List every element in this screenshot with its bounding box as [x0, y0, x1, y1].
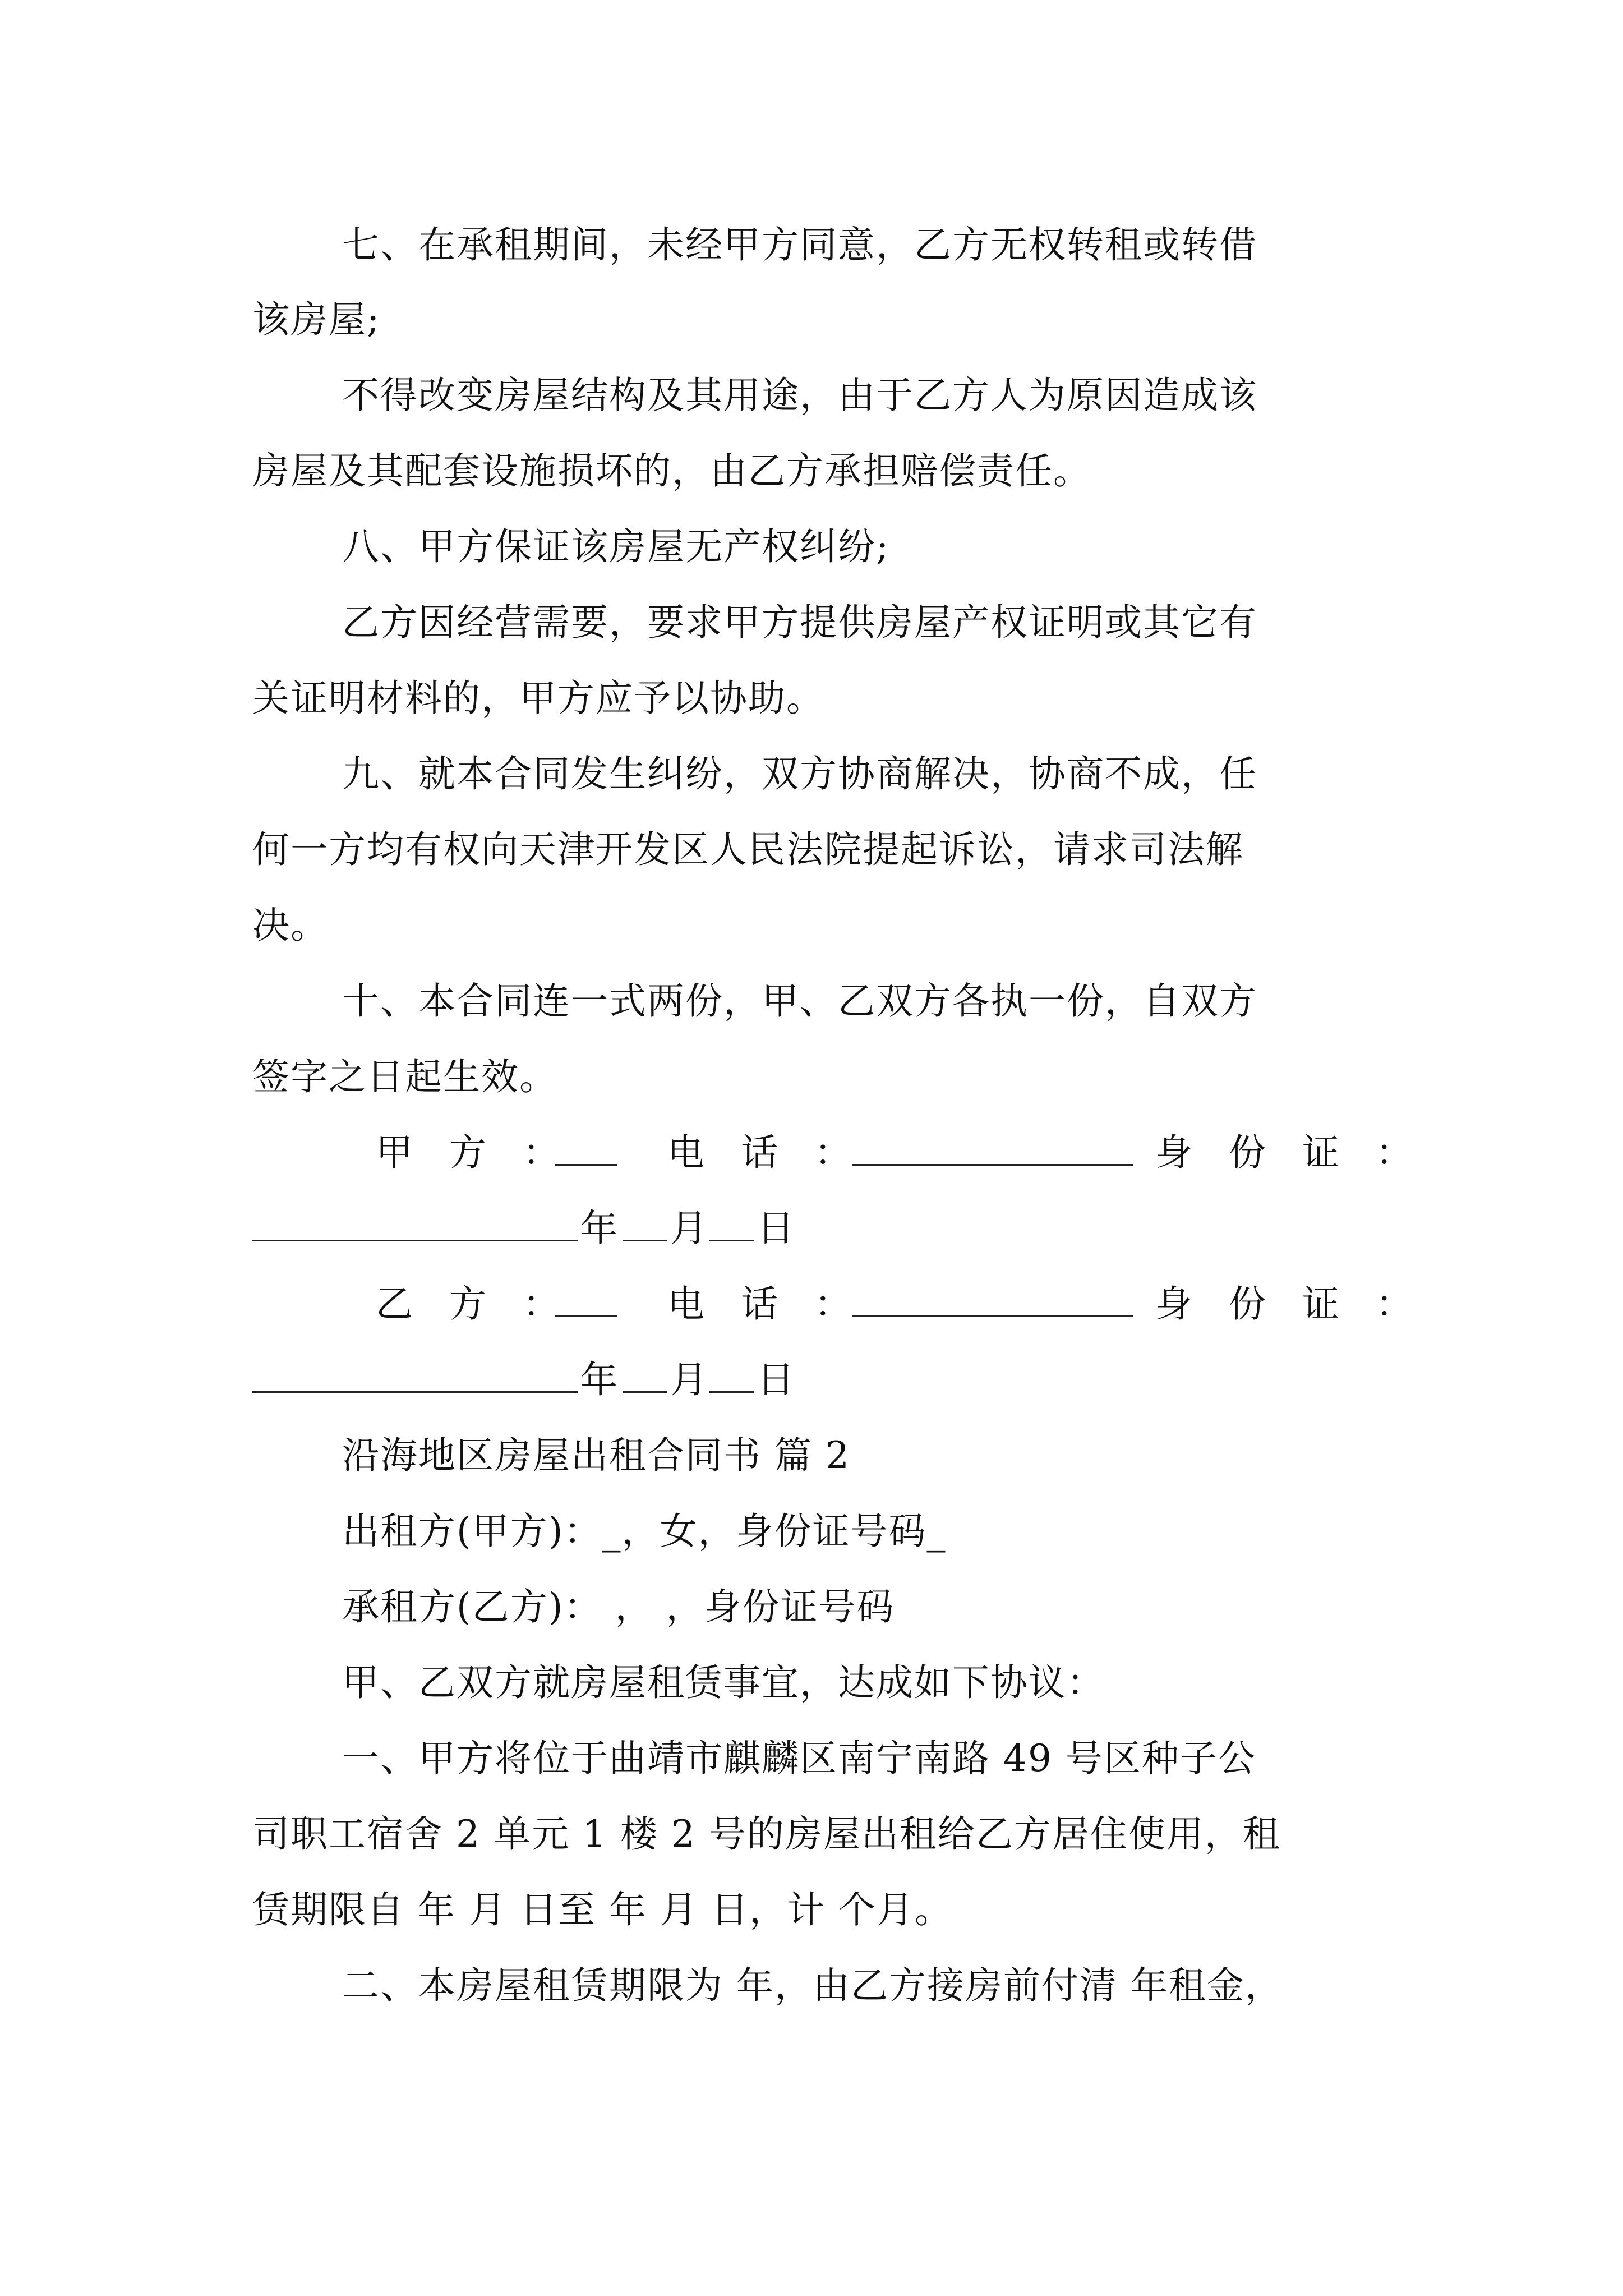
- clause-1-line-2: 司职工宿舍 2 单元 1 楼 2 号的房屋出租给乙方居住使用，租: [252, 1812, 1281, 1856]
- clause-8-line-1: 八、甲方保证该房屋无产权纠纷;: [342, 525, 890, 568]
- clause-10-line-2: 签字之日起生效。: [252, 1055, 557, 1098]
- party-b-phone-label: 电 话 ：: [667, 1282, 864, 1326]
- clause-8b-line-2: 关证明材料的，甲方应予以协助。: [252, 677, 824, 720]
- party-a-label: 甲 方 ：: [376, 1131, 572, 1174]
- clause-1-line-3: 赁期限自 年 月 日至 年 月 日，计 个月。: [252, 1888, 953, 1931]
- clause-7-line-1: 七、在承租期间，未经甲方同意，乙方无权转租或转借: [342, 223, 1257, 266]
- lessee-line: 承租方(乙方)： ， ，身份证号码: [342, 1585, 895, 1628]
- party-a-phone-blank[interactable]: [852, 1130, 1133, 1166]
- clause-1-line-1: 一、甲方将位于曲靖市麒麟区南宁南路 49 号区种子公: [342, 1737, 1256, 1780]
- section-2-heading: 沿海地区房屋出租合同书 篇 2: [342, 1434, 850, 1477]
- party-a-day-blank[interactable]: [709, 1206, 754, 1241]
- party-a-id-label: 身 份 证 ：: [1155, 1131, 1425, 1174]
- party-a-id-blank[interactable]: [252, 1206, 578, 1241]
- party-b-year: 年: [580, 1358, 617, 1401]
- clause-7b-line-2: 房屋及其配套设施损坏的，由乙方承担赔偿责任。: [252, 449, 1091, 493]
- party-b-name-blank[interactable]: [555, 1282, 617, 1317]
- lessor-line: 出租方(甲方)：_，女，身份证号码_: [342, 1510, 947, 1553]
- clause-7b-line-1: 不得改变房屋结构及其用途，由于乙方人为原因造成该: [342, 374, 1257, 417]
- clause-9-line-2: 何一方均有权向天津开发区人民法院提起诉讼，请求司法解: [252, 828, 1244, 871]
- clause-9-line-3: 决。: [252, 904, 329, 947]
- party-a-day: 日: [757, 1207, 794, 1250]
- clause-7-line-2: 该房屋;: [252, 298, 381, 341]
- party-b-id-label: 身 份 证 ：: [1155, 1282, 1425, 1326]
- clause-2-line-1: 二、本房屋租赁期限为 年，由乙方接房前付清 年租金，: [342, 1964, 1283, 2007]
- party-b-id-blank[interactable]: [252, 1358, 578, 1393]
- party-a-name-blank[interactable]: [555, 1130, 617, 1166]
- party-b-month: 月: [670, 1358, 707, 1401]
- party-b-month-blank[interactable]: [623, 1358, 667, 1393]
- party-a-month-blank[interactable]: [623, 1206, 667, 1241]
- party-a-phone-label: 电 话 ：: [667, 1131, 864, 1174]
- party-a-month: 月: [670, 1207, 707, 1250]
- party-b-label: 乙 方 ：: [376, 1282, 572, 1326]
- agreement-intro: 甲、乙双方就房屋租赁事宜，达成如下协议：: [342, 1661, 1105, 1704]
- clause-10-line-1: 十、本合同连一式两份，甲、乙双方各执一份，自双方: [342, 979, 1257, 1023]
- party-a-year: 年: [580, 1207, 617, 1250]
- clause-8b-line-1: 乙方因经营需要，要求甲方提供房屋产权证明或其它有: [342, 601, 1257, 644]
- party-b-day: 日: [757, 1358, 794, 1401]
- party-b-phone-blank[interactable]: [852, 1282, 1133, 1317]
- clause-9-line-1: 九、就本合同发生纠纷，双方协商解决，协商不成，任: [342, 752, 1257, 795]
- party-b-day-blank[interactable]: [709, 1358, 754, 1393]
